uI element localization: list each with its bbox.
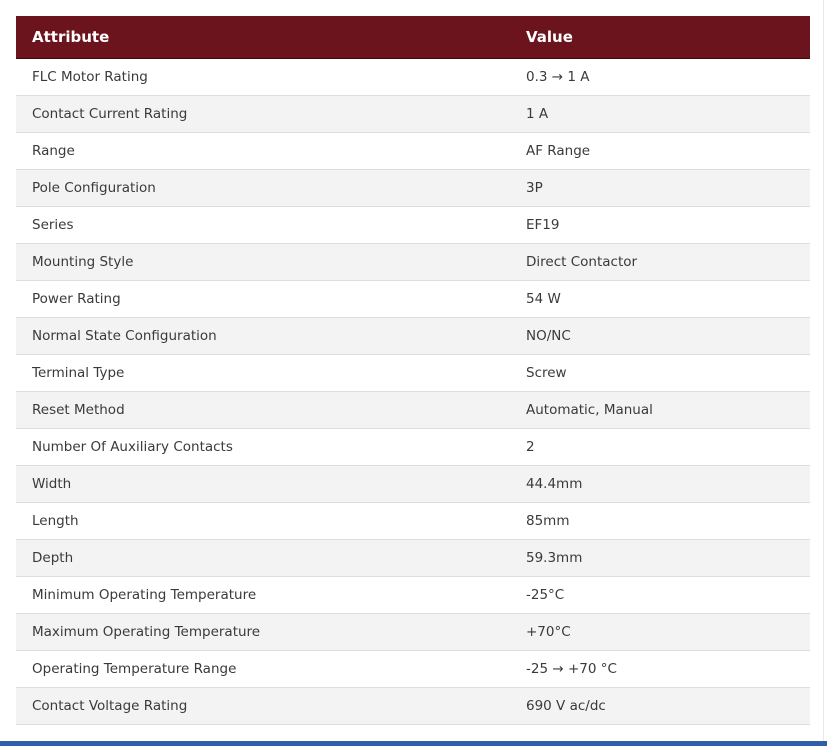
attribute-column-header: Attribute	[16, 16, 510, 58]
attribute-cell: Power Rating	[16, 280, 510, 317]
value-cell: AF Range	[510, 132, 810, 169]
table-row	[16, 95, 810, 132]
attribute-cell: Operating Temperature Range	[16, 650, 510, 687]
table-row	[16, 539, 810, 576]
table-row	[16, 576, 810, 613]
attribute-cell: Normal State Configuration	[16, 317, 510, 354]
attribute-cell: Length	[16, 502, 510, 539]
attribute-cell: Number Of Auxiliary Contacts	[16, 428, 510, 465]
table-row	[16, 465, 810, 502]
value-cell: 2	[510, 428, 810, 465]
table-row	[16, 280, 810, 317]
table-row	[16, 613, 810, 650]
table-row	[16, 317, 810, 354]
value-cell: 0.3 → 1 A	[510, 58, 810, 95]
attribute-cell: Width	[16, 465, 510, 502]
right-divider	[823, 0, 824, 746]
attribute-cell: Range	[16, 132, 510, 169]
table-header-row	[16, 16, 810, 58]
value-cell: EF19	[510, 206, 810, 243]
value-cell: Screw	[510, 354, 810, 391]
attribute-cell: Contact Voltage Rating	[16, 687, 510, 724]
value-cell: +70°C	[510, 613, 810, 650]
attribute-cell: Maximum Operating Temperature	[16, 613, 510, 650]
attribute-cell: Terminal Type	[16, 354, 510, 391]
table-row	[16, 132, 810, 169]
value-cell: 1 A	[510, 95, 810, 132]
value-cell: Direct Contactor	[510, 243, 810, 280]
table-row	[16, 206, 810, 243]
table-row	[16, 650, 810, 687]
attribute-cell: Mounting Style	[16, 243, 510, 280]
attribute-cell: Pole Configuration	[16, 169, 510, 206]
bottom-accent-bar	[0, 741, 827, 746]
value-cell: 44.4mm	[510, 465, 810, 502]
attribute-cell: Depth	[16, 539, 510, 576]
attribute-cell: Series	[16, 206, 510, 243]
value-cell: -25°C	[510, 576, 810, 613]
attribute-cell: Reset Method	[16, 391, 510, 428]
value-cell: NO/NC	[510, 317, 810, 354]
attribute-cell: Contact Current Rating	[16, 95, 510, 132]
specifications-table	[16, 16, 810, 725]
table-row	[16, 391, 810, 428]
table-row	[16, 169, 810, 206]
table-row	[16, 687, 810, 724]
value-cell: 54 W	[510, 280, 810, 317]
value-cell: -25 → +70 °C	[510, 650, 810, 687]
table-row	[16, 354, 810, 391]
value-cell: 85mm	[510, 502, 810, 539]
value-column-header: Value	[510, 16, 810, 58]
attribute-cell: FLC Motor Rating	[16, 58, 510, 95]
value-cell: 3P	[510, 169, 810, 206]
table-row	[16, 58, 810, 95]
table-row	[16, 428, 810, 465]
table-row	[16, 243, 810, 280]
value-cell: Automatic, Manual	[510, 391, 810, 428]
value-cell: 59.3mm	[510, 539, 810, 576]
value-cell: 690 V ac/dc	[510, 687, 810, 724]
attribute-cell: Minimum Operating Temperature	[16, 576, 510, 613]
table-row	[16, 502, 810, 539]
